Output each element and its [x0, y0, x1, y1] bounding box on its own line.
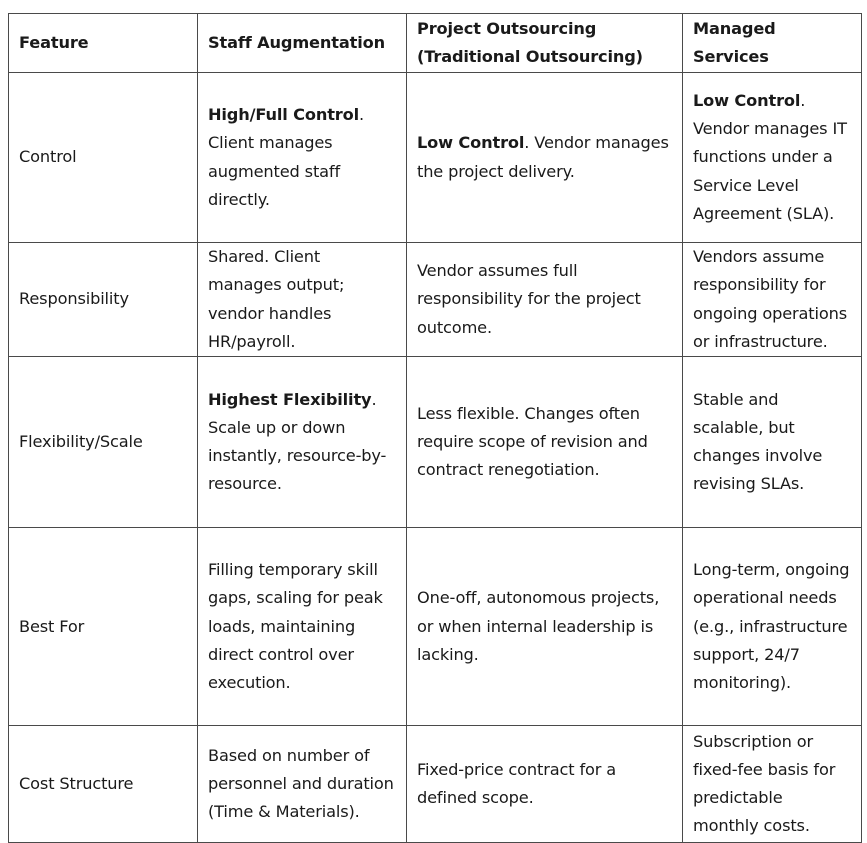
- cell-text: Long-term, ongoing operational needs (e.g., infrastructure support, 24/7 monitoring).: [693, 559, 850, 693]
- cell-text: . Client manages augmented staff directly.: [208, 104, 364, 209]
- header-staff-augmentation: Staff Augmentation: [198, 14, 407, 73]
- staff-cell: [198, 726, 407, 843]
- comparison-table: [8, 13, 862, 843]
- managed-cell: [683, 726, 862, 843]
- cell-text: . Scale up or down instantly, resource-by-resource.: [208, 389, 387, 494]
- managed-cell: [683, 528, 862, 726]
- project-cell: [407, 726, 683, 843]
- table-row-responsibility: [9, 243, 862, 357]
- feature-cell: Best For: [9, 528, 198, 726]
- project-cell: [407, 73, 683, 243]
- managed-cell: [683, 357, 862, 528]
- project-cell: [407, 528, 683, 726]
- cell-text: Subscription or fixed-fee basis for predictable monthly costs.: [693, 731, 836, 836]
- cell-text: Less flexible. Changes often require scope of revision and contract renegotiation.: [417, 403, 648, 480]
- header-project-outsourcing: Project Outsourcing (Traditional Outsourcing): [407, 14, 683, 73]
- cell-text: Shared. Client manages output; vendor handles HR/payroll.: [208, 247, 345, 351]
- staff-cell: [198, 357, 407, 528]
- cell-text: Stable and scalable, but changes involve revising SLAs.: [693, 389, 823, 494]
- feature-cell: Cost Structure: [9, 726, 198, 843]
- header-feature: Feature: [9, 14, 198, 73]
- project-cell: [407, 357, 683, 528]
- emphasis: Low Control: [693, 90, 801, 110]
- cell-text: Fixed-price contract for a defined scope.: [417, 759, 617, 808]
- managed-cell: [683, 243, 862, 357]
- emphasis: Highest Flexibility: [208, 389, 372, 409]
- feature-cell: Flexibility/Scale: [9, 357, 198, 528]
- table-row-control: [9, 73, 862, 243]
- staff-cell: [198, 528, 407, 726]
- cell-text: One-off, autonomous projects, or when internal leadership is lacking.: [417, 588, 660, 664]
- cell-text: Vendor assumes full responsibility for the project outcome.: [417, 261, 641, 337]
- managed-cell: [683, 73, 862, 243]
- feature-cell: Control: [9, 73, 198, 243]
- table-header-row: [9, 14, 862, 73]
- staff-cell: [198, 73, 407, 243]
- table-row-cost-structure: [9, 726, 862, 843]
- cell-text: . Vendor manages the project delivery.: [417, 133, 669, 181]
- cell-text: Based on number of personnel and duration (Time & Materials).: [208, 745, 394, 822]
- staff-cell: [198, 243, 407, 357]
- feature-cell: Responsibility: [9, 243, 198, 357]
- cell-text: . Vendor manages IT functions under a Service Level Agreement (SLA).: [693, 90, 847, 223]
- cell-text: Vendors assume responsibility for ongoing operations or infrastructure.: [693, 247, 847, 351]
- table-row-flexibility-scale: [9, 357, 862, 528]
- cell-text: Filling temporary skill gaps, scaling for peak loads, maintaining direct control over execution.: [208, 559, 383, 693]
- table-row-best-for: [9, 528, 862, 726]
- project-cell: [407, 243, 683, 357]
- emphasis: Low Control: [417, 133, 525, 153]
- header-managed-services: Managed Services: [683, 14, 862, 73]
- emphasis: High/Full Control: [208, 104, 359, 124]
